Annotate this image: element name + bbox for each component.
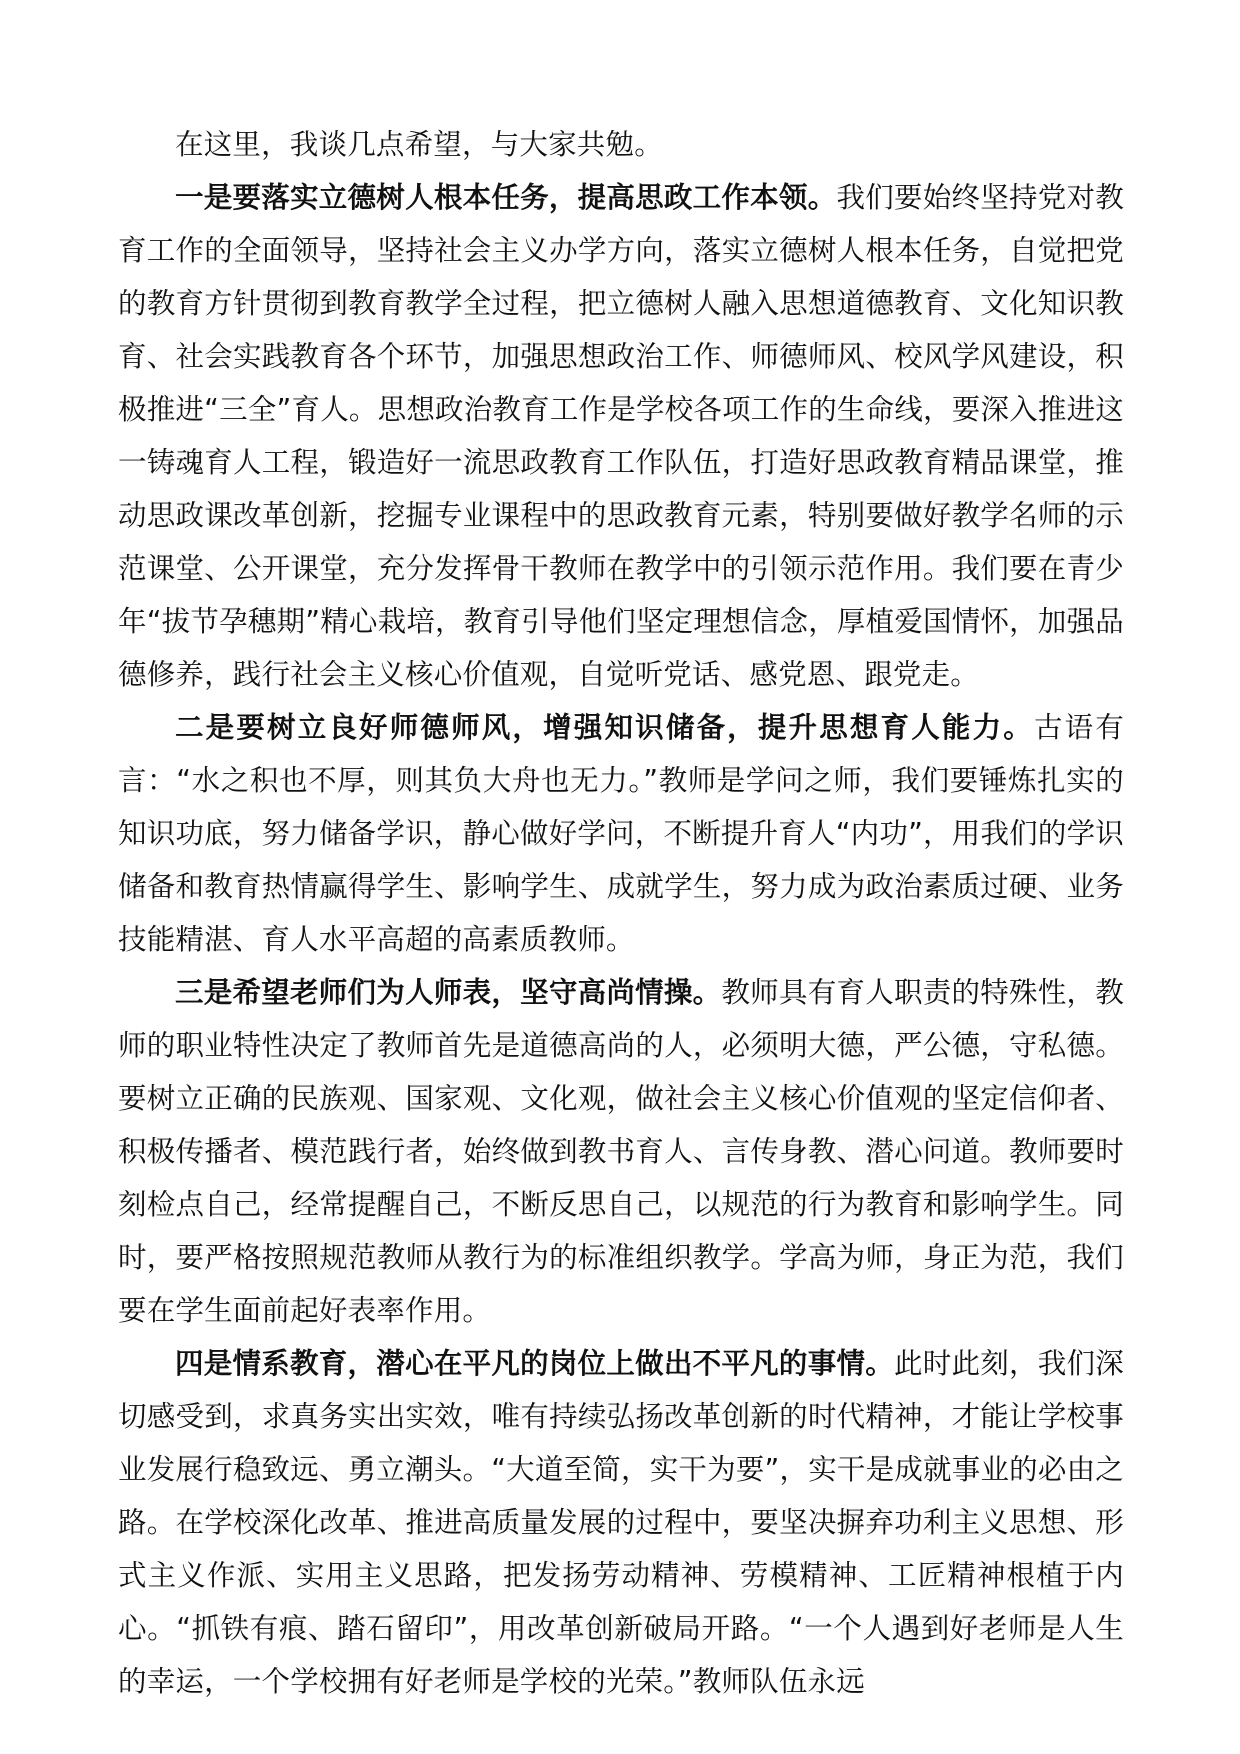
paragraph-point-1 — [118, 171, 1124, 701]
paragraph-text: 古语有言：“水之积也不厚，则其负大舟也无力。”教师是学问之师，我们要锤炼扎实的知识功底，努力储备学识，静心做好学问，不断提升育人“内功”，用我们的学识储备和教育热情赢得学生、影响学生、成就学生，努力成为政治素质过硬、业务技能精湛、育人水平高超的高素质教师。 — [118, 711, 1124, 956]
paragraph-lead: 三是希望老师们为人师表，坚守高尚情操。 — [175, 976, 722, 1009]
paragraph-text: 此时此刻，我们深切感受到，求真务实出实效，唯有持续弘扬改革创新的时代精神，才能让学校事业发展行稳致远、勇立潮头。“大道至简，实干为要”，实干是成就事业的必由之路。在学校深化改革、推进高质量发展的过程中，要坚决摒弃功利主义思想、形式主义作派、实用主义思路，把发扬劳动精神、劳模精神、工匠精神根植于内心。“抓铁有痕、踏石留印”，用改革创新破局开路。“一个人遇到好老师是人生的幸运，一个学校拥有好老师是学校的光荣。”教师队伍永远 — [118, 1347, 1124, 1698]
paragraph-lead: 一是要落实立德树人根本任务，提高思政工作本领。 — [175, 181, 837, 214]
paragraph-text: 教师具有育人职责的特殊性，教师的职业特性决定了教师首先是道德高尚的人，必须明大德，严公德，守私德。要树立正确的民族观、国家观、文化观，做社会主义核心价值观的坚定信仰者、积极传播者、模范践行者，始终做到教书育人、言传身教、潜心问道。教师要时刻检点自己，经常提醒自己，不断反思自己，以规范的行为教育和影响学生。同时，要严格按照规范教师从教行为的标准组织教学。学高为师，身正为范，我们要在学生面前起好表率作用。 — [118, 976, 1124, 1327]
paragraph-text: 我们要始终坚持党对教育工作的全面领导，坚持社会主义办学方向，落实立德树人根本任务，自觉把党的教育方针贯彻到教育教学全过程，把立德树人融入思想道德教育、文化知识教育、社会实践教育各个环节，加强思想政治工作、师德师风、校风学风建设，积极推进“三全”育人。思想政治教育工作是学校各项工作的生命线，要深入推进这一铸魂育人工程，锻造好一流思政教育工作队伍，打造好思政教育精品课堂，推动思政课改革创新，挖掘专业课程中的思政教育元素，特别要做好教学名师的示范课堂、公开课堂，充分发挥骨干教师在教学中的引领示范作用。我们要在青少年“拔节孕穗期”精心栽培，教育引导他们坚定理想信念，厚植爱国情怀，加强品德修养，践行社会主义核心价值观，自觉听党话、感党恩、跟党走。 — [118, 181, 1124, 691]
document-body — [118, 118, 1124, 1708]
paragraph-lead: 四是情系教育，潜心在平凡的岗位上做出不平凡的事情。 — [175, 1347, 894, 1380]
paragraph-text: 在这里，我谈几点希望，与大家共勉。 — [175, 128, 663, 161]
paragraph-point-4 — [118, 1337, 1124, 1708]
paragraph-point-3 — [118, 966, 1124, 1337]
paragraph-intro — [118, 118, 1124, 171]
paragraph-lead: 二是要树立良好师德师风，增强知识储备，提升思想育人能力。 — [175, 711, 1034, 744]
paragraph-point-2 — [118, 701, 1124, 966]
